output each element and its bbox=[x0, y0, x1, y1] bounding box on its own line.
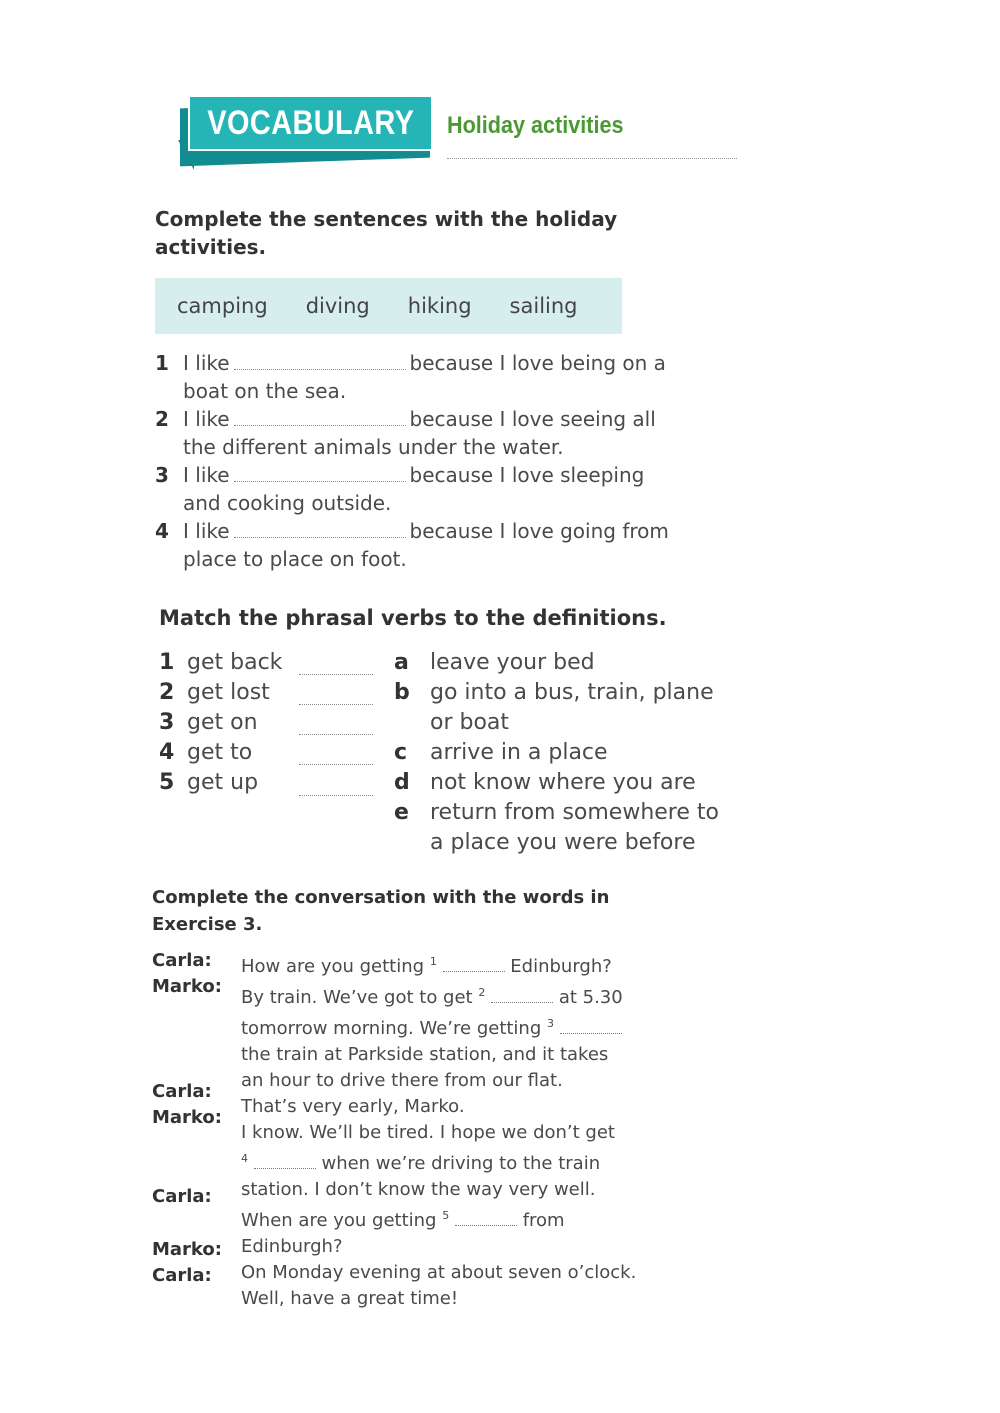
sentence-start: I like bbox=[183, 351, 230, 375]
sentence-continuation: the different animals under the water. bbox=[183, 435, 564, 459]
phrasal-verb bbox=[159, 768, 282, 798]
answer-blank-1[interactable] bbox=[234, 349, 406, 370]
sentence-start: I like bbox=[183, 519, 230, 543]
conversation-line: On Monday evening at about seven o’clock. bbox=[241, 1262, 637, 1283]
item-number: 1 bbox=[155, 351, 169, 375]
definition-text: or boat bbox=[430, 710, 510, 735]
verb-text: get lost bbox=[187, 680, 270, 705]
definition bbox=[394, 828, 719, 858]
speaker-marko: Marko: bbox=[152, 1107, 222, 1128]
sentence-start: I like bbox=[183, 407, 230, 431]
definition-text: leave your bed bbox=[430, 650, 595, 675]
word-option: camping bbox=[177, 294, 268, 318]
conversation-line bbox=[241, 949, 636, 980]
speaker-carla: Carla: bbox=[152, 1081, 212, 1102]
line-text: How are you getting bbox=[241, 956, 425, 977]
phrasal-verb bbox=[159, 708, 282, 738]
match-blank-2[interactable] bbox=[299, 704, 373, 705]
phrasal-verb bbox=[159, 738, 282, 768]
sentence-start: I like bbox=[183, 463, 230, 487]
speaker-marko: Marko: bbox=[152, 976, 222, 997]
definition-letter: d bbox=[394, 770, 410, 795]
item-number: 3 bbox=[155, 463, 169, 487]
exercise1-items bbox=[155, 349, 669, 573]
line-text: when we’re driving to the train bbox=[321, 1153, 601, 1174]
speaker-carla: Carla: bbox=[152, 1186, 212, 1207]
conversation-line: Edinburgh? bbox=[241, 1236, 343, 1257]
gap-blank-3[interactable] bbox=[560, 1017, 622, 1034]
definition-letter: c bbox=[394, 740, 408, 765]
definition bbox=[394, 648, 719, 678]
verb-number: 2 bbox=[159, 680, 175, 705]
phrasal-verb-list bbox=[159, 648, 282, 798]
sentence-item bbox=[155, 517, 669, 545]
answer-blank-2[interactable] bbox=[234, 405, 406, 426]
line-text: By train. We’ve got to get bbox=[241, 987, 473, 1008]
gap-blank-1[interactable] bbox=[443, 955, 505, 972]
sentence-end: because I love sleeping bbox=[409, 463, 645, 487]
definition-text: return from somewhere to bbox=[430, 800, 719, 825]
phrasal-verb bbox=[159, 678, 282, 708]
sentence-end: because I love being on a bbox=[409, 351, 666, 375]
gap-number: 3 bbox=[547, 1017, 555, 1030]
sentence-end: because I love going from bbox=[409, 519, 669, 543]
conversation-line: I know. We’ll be tired. I hope we don’t get bbox=[241, 1122, 615, 1143]
conversation-line: station. I don’t know the way very well. bbox=[241, 1179, 596, 1200]
verb-text: get on bbox=[187, 710, 258, 735]
sentence-item bbox=[155, 349, 669, 377]
speaker-marko: Marko: bbox=[152, 1239, 222, 1260]
gap-number: 4 bbox=[241, 1152, 248, 1165]
definition bbox=[394, 798, 719, 828]
conversation-line: That’s very early, Marko. bbox=[241, 1096, 465, 1117]
definition-letter: e bbox=[394, 800, 409, 825]
sentence-end: because I love seeing all bbox=[409, 407, 656, 431]
sentence-item bbox=[155, 405, 669, 433]
answer-blank-4[interactable] bbox=[234, 517, 406, 538]
sentence-continuation: and cooking outside. bbox=[183, 491, 392, 515]
match-blank-3[interactable] bbox=[299, 734, 373, 735]
instruction-line: Complete the conversation with the words in bbox=[152, 887, 610, 908]
instruction-line: Complete the sentences with the holiday bbox=[155, 207, 618, 231]
definition-text: arrive in a place bbox=[430, 740, 608, 765]
conversation-line bbox=[241, 980, 636, 1011]
line-text: Edinburgh? bbox=[510, 956, 612, 977]
definition bbox=[394, 678, 719, 708]
verb-number: 5 bbox=[159, 770, 175, 795]
line-text: at 5.30 bbox=[558, 987, 623, 1008]
gap-blank-4[interactable] bbox=[254, 1152, 316, 1169]
line-text: from bbox=[522, 1210, 565, 1231]
word-option: diving bbox=[305, 294, 370, 318]
phrasal-verb bbox=[159, 648, 282, 678]
definition-text: go into a bus, train, plane bbox=[430, 680, 714, 705]
banner-title: VOCABULARY bbox=[206, 103, 415, 142]
word-box bbox=[155, 278, 622, 334]
speaker-carla: Carla: bbox=[152, 1265, 212, 1286]
definition-text: not know where you are bbox=[430, 770, 696, 795]
item-number: 2 bbox=[155, 407, 169, 431]
match-blank-5[interactable] bbox=[299, 795, 373, 796]
gap-number: 2 bbox=[478, 986, 486, 999]
definition bbox=[394, 708, 719, 738]
conversation-line: an hour to drive there from our flat. bbox=[241, 1070, 563, 1091]
word-option: sailing bbox=[509, 294, 578, 318]
definition bbox=[394, 738, 719, 768]
verb-text: get back bbox=[187, 650, 283, 675]
gap-blank-2[interactable] bbox=[491, 986, 553, 1003]
exercise2-instruction: Match the phrasal verbs to the definitions. bbox=[159, 606, 667, 630]
verb-text: get up bbox=[187, 770, 259, 795]
definition-letter: b bbox=[394, 680, 410, 705]
gap-blank-5[interactable] bbox=[455, 1209, 517, 1226]
instruction-line: Exercise 3. bbox=[152, 914, 263, 935]
gap-number: 5 bbox=[442, 1209, 450, 1222]
word-option: hiking bbox=[407, 294, 472, 318]
definition-letter: a bbox=[394, 650, 409, 675]
conversation bbox=[241, 949, 636, 1312]
speaker-carla: Carla: bbox=[152, 950, 212, 971]
verb-number: 4 bbox=[159, 740, 175, 765]
sentence-continuation: boat on the sea. bbox=[183, 379, 347, 403]
definition-list bbox=[394, 648, 719, 858]
line-text: When are you getting bbox=[241, 1210, 437, 1231]
conversation-line: Well, have a great time! bbox=[241, 1288, 459, 1309]
answer-blank-3[interactable] bbox=[234, 461, 406, 482]
verb-number: 3 bbox=[159, 710, 175, 735]
item-number: 4 bbox=[155, 519, 169, 543]
match-blank-4[interactable] bbox=[299, 764, 373, 765]
section-subtitle: Holiday activities bbox=[447, 112, 624, 139]
conversation-line bbox=[241, 1203, 636, 1234]
sentence-item bbox=[155, 461, 669, 489]
vocabulary-banner bbox=[188, 95, 433, 151]
conversation-line: the train at Parkside station, and it takes bbox=[241, 1044, 609, 1065]
sentence-continuation: place to place on foot. bbox=[183, 547, 407, 571]
verb-text: get to bbox=[187, 740, 253, 765]
line-text: tomorrow morning. We’re getting bbox=[241, 1018, 542, 1039]
verb-number: 1 bbox=[159, 650, 175, 675]
exercise3-instruction bbox=[152, 884, 609, 938]
exercise1-instruction bbox=[155, 205, 617, 261]
subtitle-rule bbox=[447, 158, 737, 159]
instruction-line: activities. bbox=[155, 235, 267, 259]
conversation-line bbox=[241, 1146, 636, 1177]
gap-number: 1 bbox=[429, 955, 437, 968]
match-blank-1[interactable] bbox=[299, 674, 373, 675]
definition-text: a place you were before bbox=[430, 830, 696, 855]
definition bbox=[394, 768, 719, 798]
conversation-line bbox=[241, 1011, 636, 1042]
